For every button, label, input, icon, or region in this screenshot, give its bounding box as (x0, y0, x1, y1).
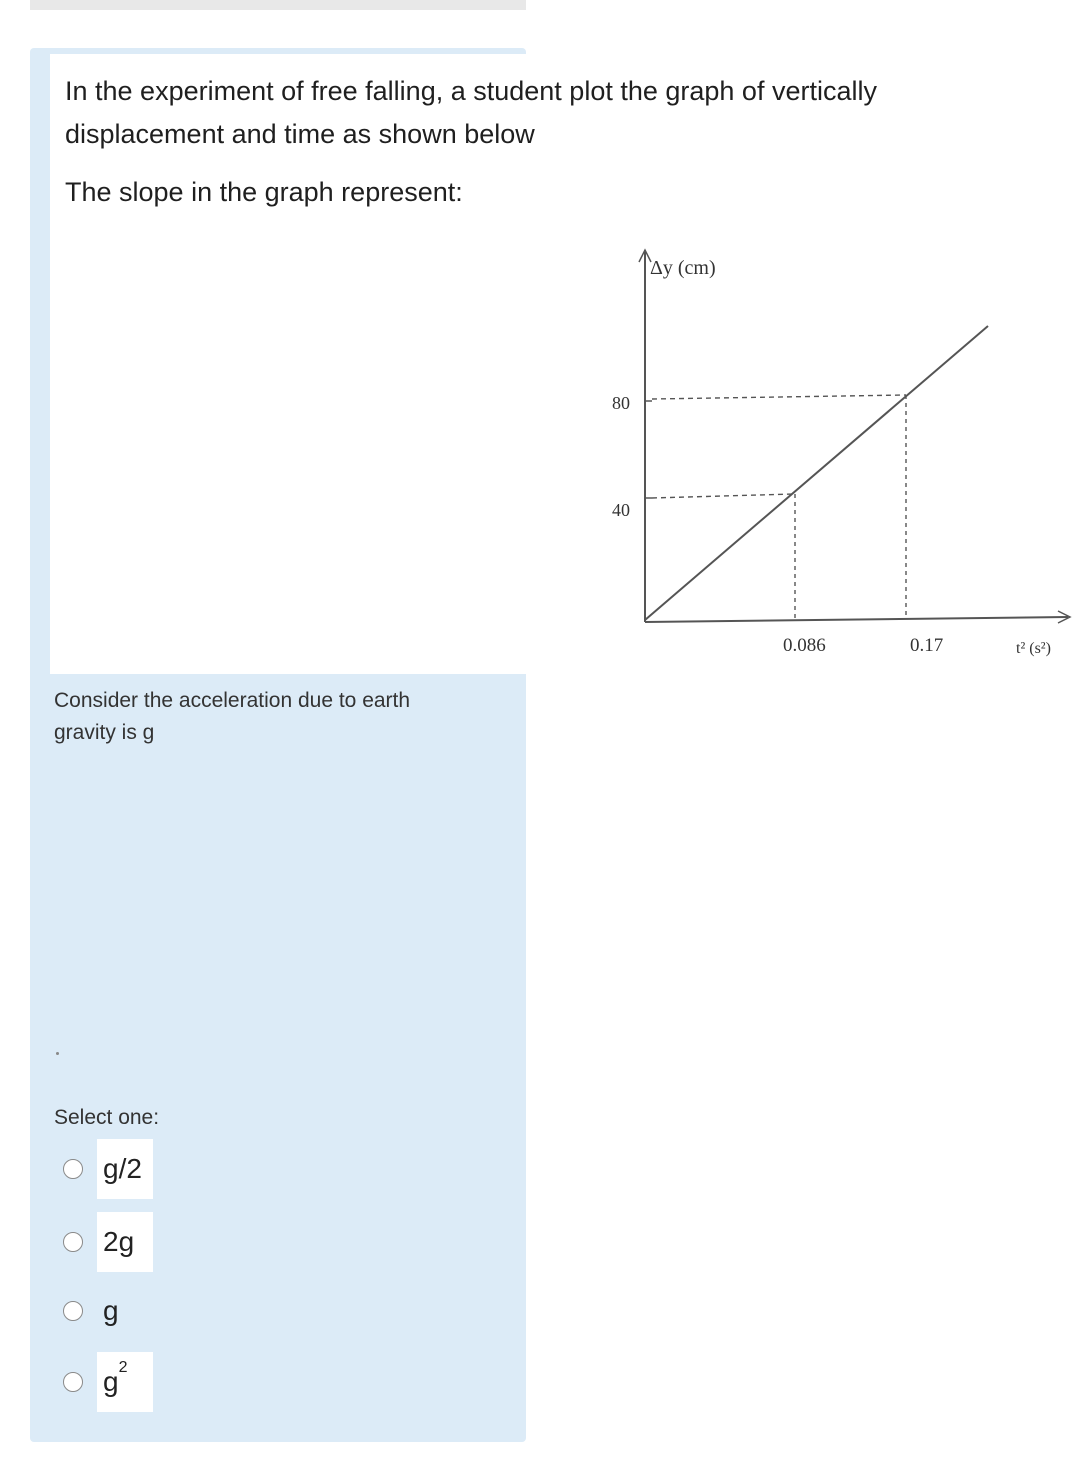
radio-option-1[interactable] (63, 1159, 83, 1179)
y-tick-label-40: 40 (612, 500, 630, 520)
option-1-label[interactable]: g/2 (97, 1139, 153, 1199)
radio-option-4[interactable] (63, 1372, 83, 1392)
question-text-line1: In the experiment of free falling, a student plot the graph of vertically (65, 76, 877, 106)
option-4-base: g (103, 1366, 119, 1397)
option-4-superscript: 2 (118, 1359, 128, 1376)
option-2g[interactable] (62, 1212, 153, 1272)
option-3-label[interactable]: g (103, 1295, 119, 1326)
question-prompt: The slope in the graph represent: (65, 177, 463, 207)
x-tick-label-0086: 0.086 (783, 635, 826, 656)
info-text-line2: gravity is g (54, 721, 155, 744)
x-tick-label-017: 0.17 (910, 635, 944, 656)
option-g-over-2[interactable] (62, 1139, 153, 1199)
x-axis-label: t² (s²) (1016, 640, 1051, 657)
y-tick-label-80: 80 (612, 393, 630, 413)
stray-dot (56, 1052, 59, 1055)
option-g-squared[interactable] (62, 1352, 153, 1412)
option-4-label[interactable] (97, 1352, 153, 1412)
option-2-label[interactable]: 2g (97, 1212, 153, 1272)
top-bar (30, 0, 526, 10)
radio-option-3[interactable] (63, 1301, 83, 1321)
radio-option-2[interactable] (63, 1232, 83, 1252)
select-one-label: Select one: (54, 1106, 160, 1129)
question-text-line2: displacement and time as shown below (65, 119, 535, 149)
option-g[interactable] (62, 1281, 153, 1341)
y-axis-label: Δy (cm) (650, 257, 716, 279)
info-text-line1: Consider the acceleration due to earth (54, 689, 411, 712)
